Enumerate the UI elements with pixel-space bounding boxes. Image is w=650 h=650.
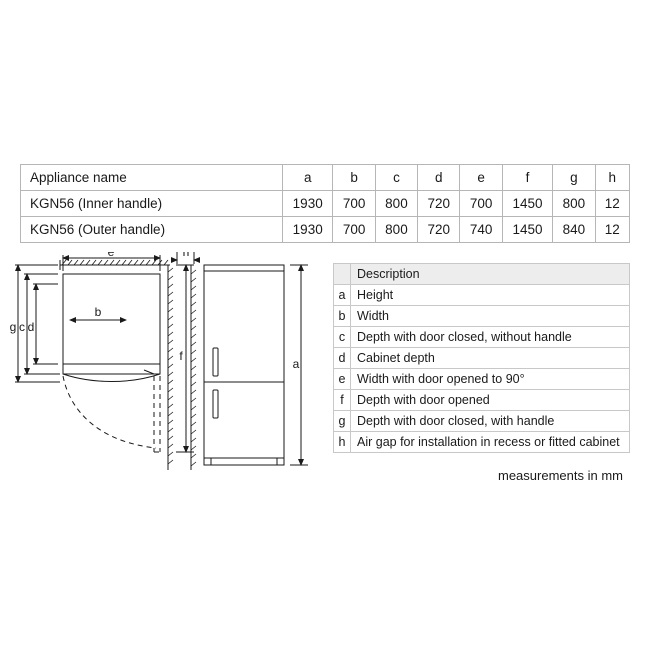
column-header-b: b [333,165,375,191]
legend-text-b: Width [351,306,630,327]
table-header-row [21,165,630,191]
legend-header-key-cell [334,264,351,285]
table-row [21,217,630,243]
legend-key-a: a [334,285,351,306]
legend-key-c: c [334,327,351,348]
column-header-d: d [418,165,460,191]
legend-text-h: Air gap for installation in recess or fitted cabinet [351,432,630,453]
column-header-h: h [595,165,629,191]
appliance-name: KGN56 (Inner handle) [21,191,283,217]
dimensions-table [20,164,630,243]
dimension-label-h: h [182,252,190,259]
dimension-label-a: a [292,357,300,372]
table-row [21,191,630,217]
value-d: 720 [418,191,460,217]
dimension-label-e: e [107,252,115,259]
value-g: 840 [553,217,595,243]
value-f: 1450 [502,191,552,217]
value-f: 1450 [502,217,552,243]
value-e: 700 [460,191,502,217]
column-header-f: f [502,165,552,191]
legend-text-e: Width with door opened to 90° [351,369,630,390]
legend-key-h: h [334,432,351,453]
legend-header-description: Description [351,264,630,285]
legend-row-b [334,306,630,327]
column-header-appliance-name: Appliance name [21,165,283,191]
value-h: 12 [595,217,629,243]
legend-text-d: Cabinet depth [351,348,630,369]
legend-key-d: d [334,348,351,369]
legend-text-g: Depth with door closed, with handle [351,411,630,432]
column-header-e: e [460,165,502,191]
legend-key-b: b [334,306,351,327]
appliance-name: KGN56 (Outer handle) [21,217,283,243]
value-g: 800 [553,191,595,217]
dimension-label-g: g [9,320,17,335]
value-c: 800 [375,191,417,217]
value-e: 740 [460,217,502,243]
dimension-label-f: f [179,349,183,364]
legend-text-c: Depth with door closed, without handle [351,327,630,348]
legend-row-a [334,285,630,306]
legend-key-e: e [334,369,351,390]
value-b: 700 [333,217,375,243]
legend-row-d [334,348,630,369]
value-a: 1930 [283,217,333,243]
dimension-label-b: b [94,305,102,319]
legend-text-f: Depth with door opened [351,390,630,411]
legend-row-e [334,369,630,390]
legend-header-row [334,264,630,285]
legend-text-a: Height [351,285,630,306]
legend-row-h [334,432,630,453]
value-h: 12 [595,191,629,217]
legend-row-c [334,327,630,348]
units-note: measurements in mm [498,468,623,483]
value-c: 800 [375,217,417,243]
dimension-label-d: d [27,320,35,335]
value-b: 700 [333,191,375,217]
dimension-label-c: c [19,320,25,335]
legend-row-f [334,390,630,411]
column-header-c: c [375,165,417,191]
legend-key-f: f [334,390,351,411]
legend-row-g [334,411,630,432]
value-d: 720 [418,217,460,243]
column-header-a: a [283,165,333,191]
technical-drawing [8,252,323,497]
column-header-g: g [553,165,595,191]
value-a: 1930 [283,191,333,217]
legend-key-g: g [334,411,351,432]
legend-table [333,263,630,453]
